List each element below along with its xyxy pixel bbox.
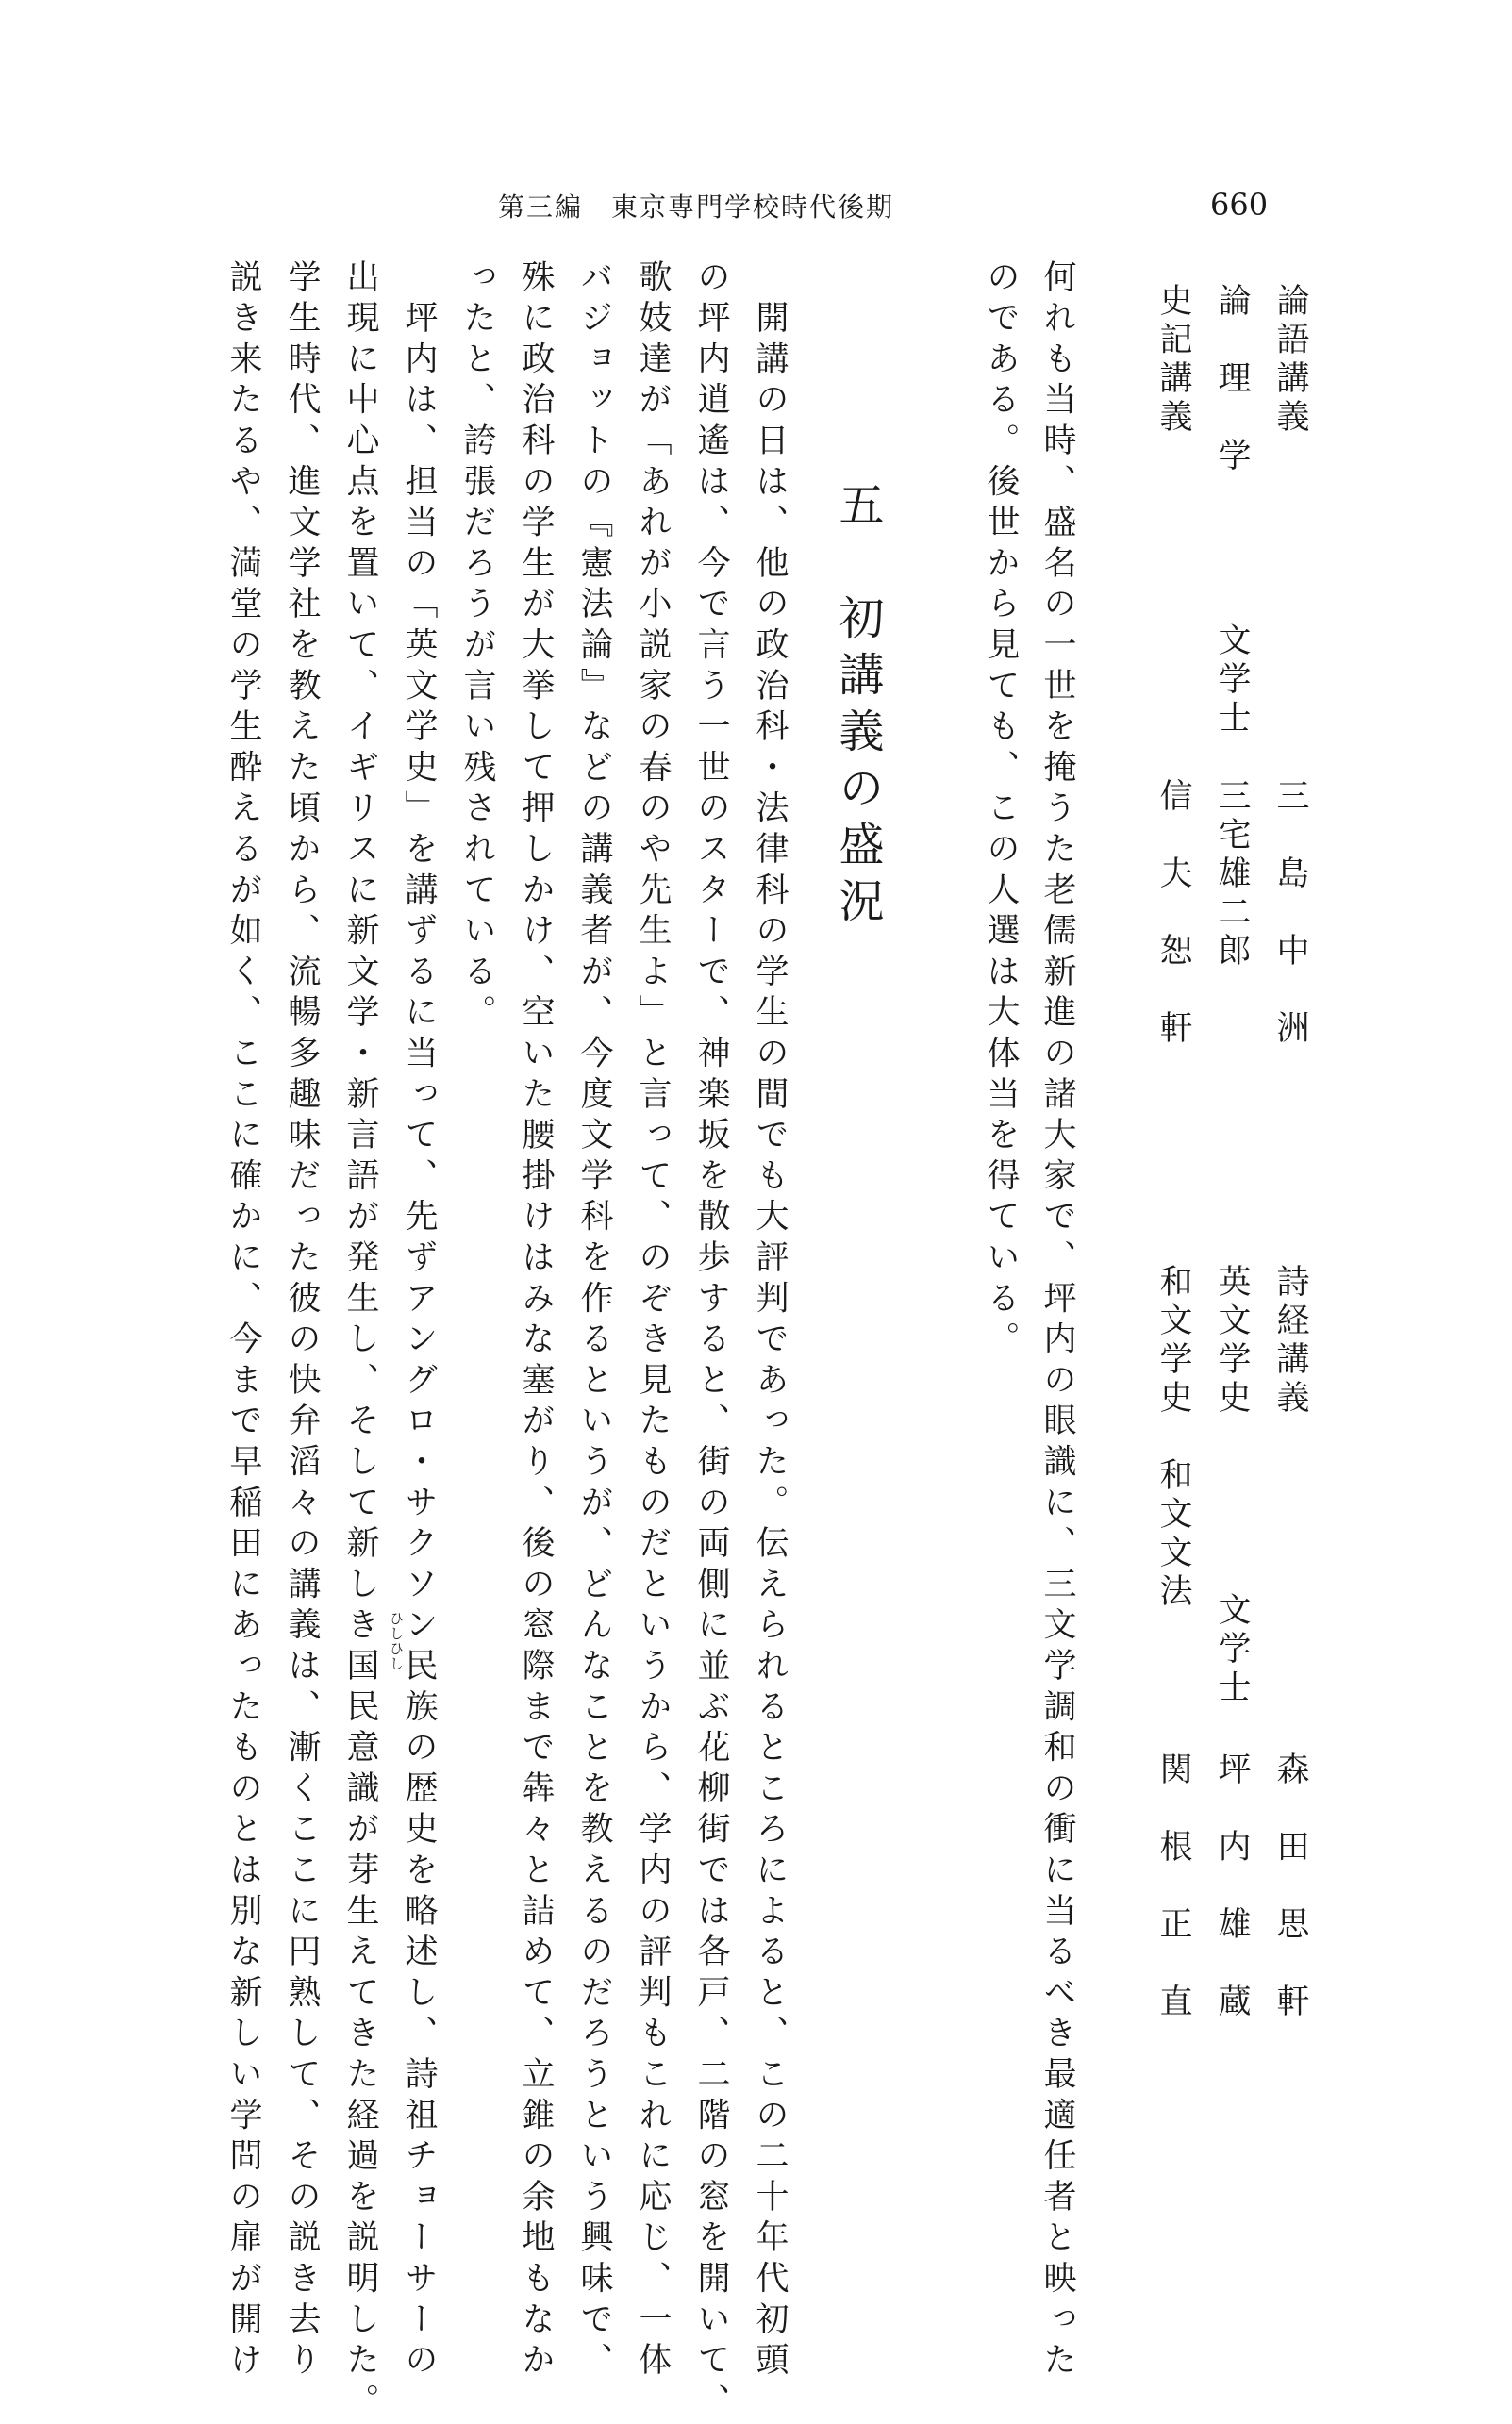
intro-paragraph-line: 何れも当時、盛名の一世を掩うた老儒新進の諸大家で、坪内の眼識に、三文学調和の衝に当るべき最適任者と映った bbox=[1038, 259, 1076, 2383]
body-column: 殊に政治科の学生が大挙して押しかけ、空いた腰掛けはみな塞がり、後の窓際まで犇々と詰めて、立錐の余地もなか bbox=[517, 259, 555, 2383]
roster-course: 史記講義 bbox=[1155, 283, 1192, 438]
roster-title: 文学士 bbox=[1213, 1592, 1251, 1708]
roster-course: 英文学史 bbox=[1213, 1264, 1251, 1419]
section-heading: 五 初講義の盛況 bbox=[831, 481, 884, 934]
roster-course: 論 理 学 bbox=[1213, 283, 1251, 476]
body-column: の坪内逍遙は、今で言う一世のスターで、神楽坂を散歩すると、街の両側に並ぶ花柳街では各戸、二階の窓を開いて、 bbox=[692, 259, 730, 2424]
roster-name: 三 島 中 洲 bbox=[1271, 778, 1309, 1049]
roster-name: 森 田 思 軒 bbox=[1271, 1752, 1309, 2022]
body-column: バジョットの『憲法論』などの講義者が、今度文学科を作るというが、どんなことを教えるのだろうという興味で、 bbox=[575, 259, 613, 2383]
ruby-annotation: ひしひし bbox=[388, 1611, 405, 1671]
body-column: 出現に中心点を置いて、イギリスに新文学・新言語が発生し、そして新しき国民意識が芽生えてきた経過を説明した。 bbox=[341, 259, 379, 2424]
roster-course: 詩経講義 bbox=[1271, 1264, 1309, 1419]
roster-name: 三宅雄二郎 bbox=[1213, 778, 1251, 971]
roster-course: 論語講義 bbox=[1271, 283, 1309, 438]
body-column: 学生時代、進文学社を教えた頃から、流暢多趣味だった彼の快弁滔々の講義は、漸くここに円熟して、その説き去り bbox=[283, 259, 321, 2383]
roster-name: 信 夫 恕 軒 bbox=[1155, 778, 1192, 1049]
page-number: 660 bbox=[1210, 187, 1269, 223]
roster-title: 文学士 bbox=[1213, 623, 1251, 739]
body-column: 開講の日は、他の政治科・法律科の学生の間でも大評判であった。伝えられるところによると、この二十年代初頭 bbox=[751, 259, 789, 2383]
roster-course: 和文学史 和文文法 bbox=[1155, 1264, 1192, 1612]
body-column: 歌妓達が「あれが小説家の春のや先生よ」と言って、のぞき見たものだというから、学内の評判もこれに応じ、一体 bbox=[634, 259, 672, 2383]
running-head: 第三編 東京専門学校時代後期 bbox=[498, 191, 895, 223]
body-column: 坪内は、担当の「英文学史」を講ずるに当って、先ずアングロ・サクソン民族の歴史を略述し、詩祖チョーサーの bbox=[400, 259, 438, 2383]
roster-name: 坪 内 雄 蔵 bbox=[1213, 1752, 1251, 2022]
roster-name: 関 根 正 直 bbox=[1155, 1752, 1192, 2022]
body-column: ったと、誇張だろうが言い残されている。 bbox=[458, 259, 496, 1036]
body-column: 説き来たるや、満堂の学生酔えるが如く、ここに確かに、今まで早稲田にあったものとは別な新しい学問の扉が開け bbox=[224, 259, 262, 2383]
intro-paragraph-line: のである。後世から見ても、この人選は大体当を得ている。 bbox=[982, 259, 1020, 1363]
